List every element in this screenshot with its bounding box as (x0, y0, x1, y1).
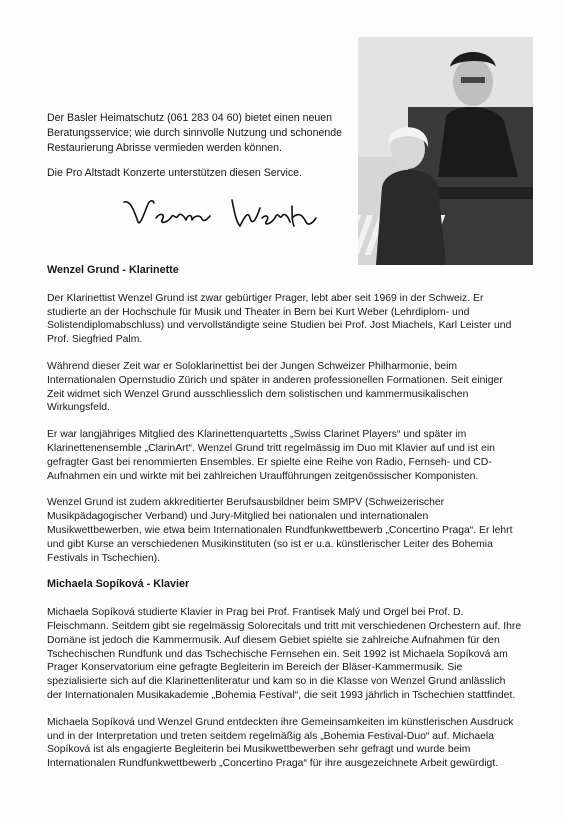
paragraph: Während dieser Zeit war er Soloklarinettist bei der Jungen Schweizer Philharmonie, beim Internationalen Opernstudio Zürich und später in anderen professionellen Formationen. Seit einiger Zeit widmet sich Wenzel Grund ausschliesslich dem solistischen und kammermusikalischen Wirkungsfeld. (47, 360, 503, 414)
section-heading-wenzel-grund: Wenzel Grund - Klarinette (47, 264, 179, 276)
paragraph: Er war langjähriges Mitglied des Klarinettenquartetts „Swiss Clarinet Players“ und später im Klarinettenensemble „ClarinArt“. Wenzel Grund tritt regelmässig im Duo mit Klavier auf und ist ein gefragter Gast bei renommierten Ensembles. Er spielte eine Reihe von Radio, Fernseh- und CD-Aufnahmen ein und wirkte mit bei zahlreichen Uraufführungen zeitgenössischer Komponisten. (47, 429, 495, 482)
paragraph: Der Klarinettist Wenzel Grund ist zwar gebürtiger Prager, lebt aber seit 1969 in der Schweiz. Er studierte an der Hochschule für Musik und Theater in Bern bei Kurt Weber (Lehrdiplom- und Solistendiplomabschluss) und vervollständigte seine Studien bei Prof. Jost Miachels, Karl Leister und Prof. Siegfried Palm. (47, 292, 512, 346)
paragraph: Michaela Sopíková und Wenzel Grund entdeckten ihre Gemeinsamkeiten im künstlerischen Ausdruck und in der Interpretation und treten seitdem regelmäßig als „Bohemia Festival-Duo“ auf. Michaela Sopíková ist als engagierte Begleiterin bei Musikwettbewerben sehr gefragt und wurde beim Internationalen Rundfunkwettbewerb „Concertino Praga“ für ihre ausgezeichnete Arbeit gewürdigt. (47, 716, 514, 770)
intro-block (47, 111, 357, 191)
handwritten-signature (120, 196, 320, 232)
intro-support-note: Die Pro Altstadt Konzerte unterstützen diesen Service. (47, 167, 302, 179)
paragraph: Michaela Sopíková studierte Klavier in Prag bei Prof. Frantisek Malý und Orgel bei Prof. D. Fleischmann. Seitdem gibt sie regelmässig Solorecitals und tritt mit verschiedenen Orchestern auf. Ihre Domäne ist jedoch die Kammermusik. Auf diesem Gebiet spielte sie zahlreiche Aufnahmen für den Tschechischen Rundfunk und das Tschechische Fernsehen ein. Seit 1992 ist Michaela Sopíková am Prager Konservatorium eine gefragte Begleiterin im Bereich der Bläser-Kammermusik. Sie spezialisierte sich auf die Klarinettenliteratur und kam so in die Klasse von Wenzel Grund anlässlich der Internationalen Musikakademie „Bohemia Festival“, die seit 1993 jährlich in Tschechien stattfindet. (47, 607, 522, 701)
paragraph: Wenzel Grund ist zudem akkreditierter Berufsausbildner beim SMPV (Schweizerischer Musikpädagogischer Verband) und Jury-Mitglied bei nationalen und internationalen Musikwettbewerben, wie etwa beim Internationalen Rundfunkwettbewerb „Concertino Praga“. Er lehrt und gibt Kurse an verschiedenen Musikinstituten (so ist er u.a. künstlerischer Leiter des Bohemia Festivals in Tschechien). (47, 497, 513, 564)
article-body (47, 264, 522, 784)
section-heading-michaela-sopikova: Michaela Sopíková - Klavier (47, 578, 190, 591)
intro-paragraph: Der Basler Heimatschutz (061 283 04 60) bietet einen neuen Beratungsservice; wie durch sinnvolle Nutzung und schonende Restaurierung Abrisse vermieden werden können. (47, 112, 343, 154)
portrait-photo (358, 37, 533, 265)
